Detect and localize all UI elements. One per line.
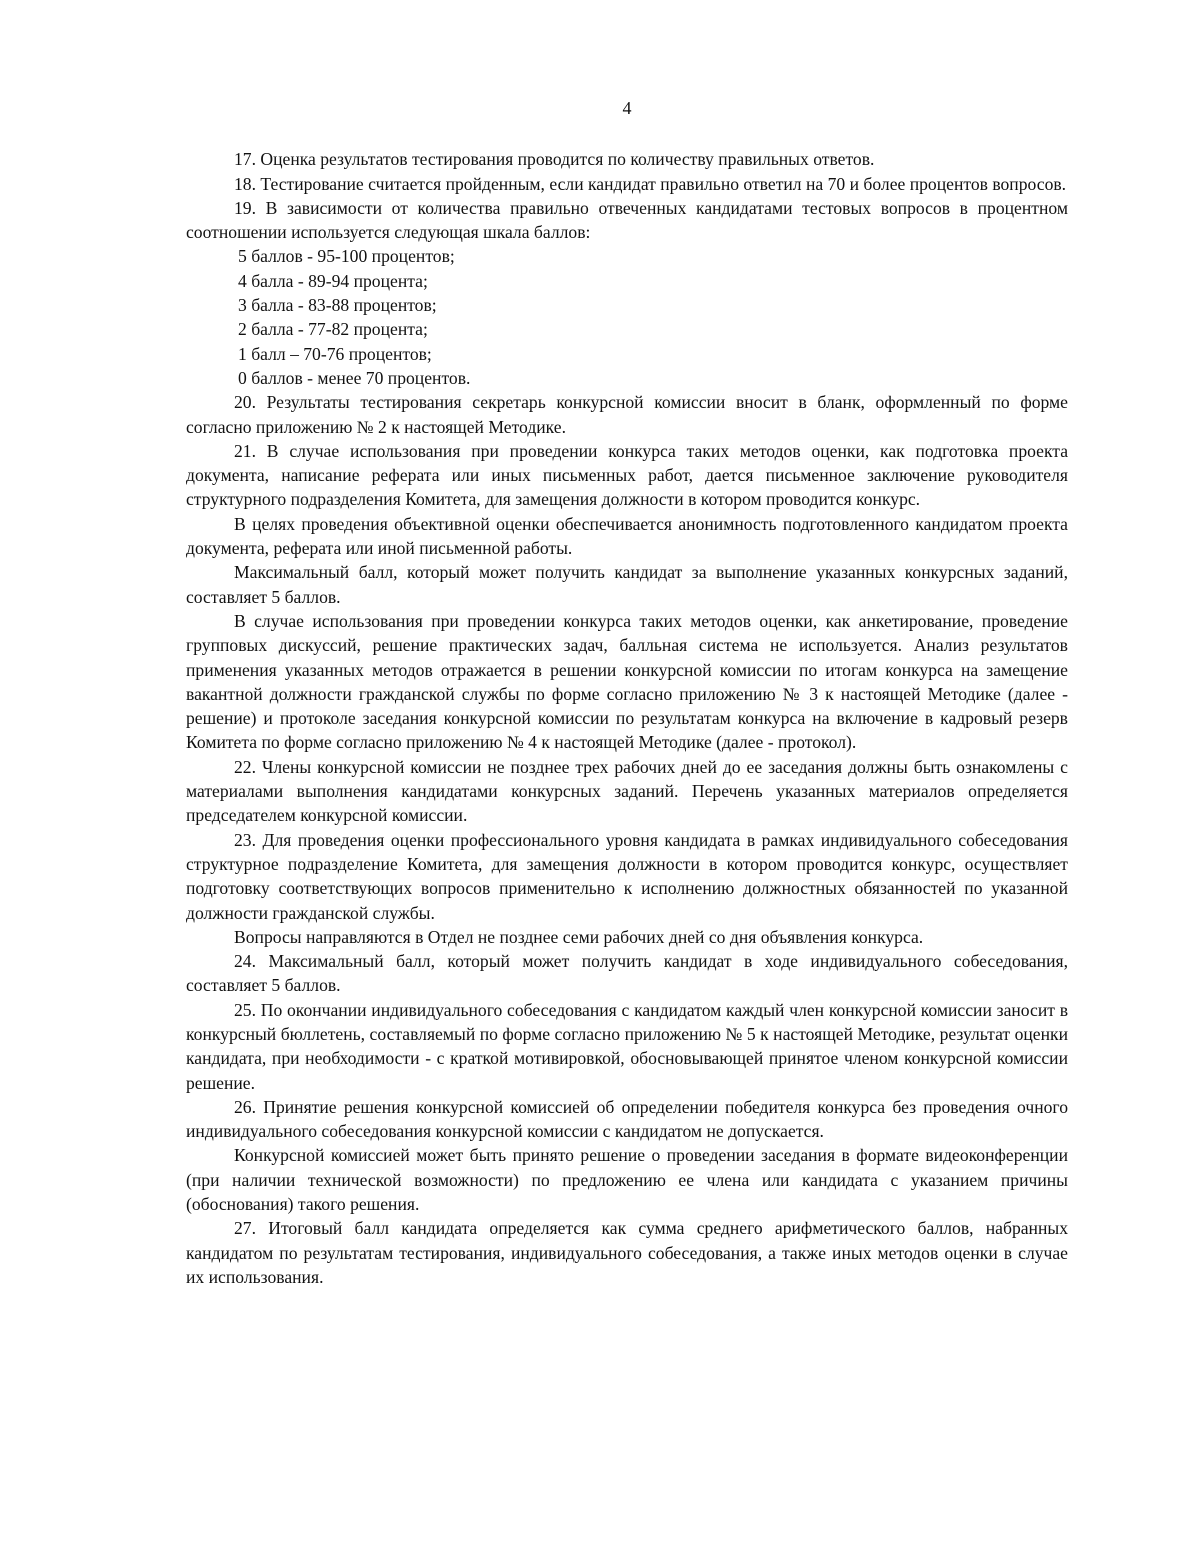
- scale-item-2: 2 балла - 77-82 процента;: [238, 319, 428, 340]
- paragraph-21-other-methods: В случае использования при проведении конкурса таких методов оценки, как анкетирование, проведение групповых дискуссий, решение практических задач, балльная система не используется. Анализ результатов применения указанных методов отражается в решении конкурсной комиссии по итогам конкурса на замещение вакантной должности гражданской службы по форме согласно приложению № 3 к настоящей Методике (далее - решение) и протоколе заседания конкурсной комиссии по результатам конкурса на включение в кадровый резерв Комитета по форме согласно приложению № 4 к настоящей Методике (далее - протокол).: [186, 610, 1068, 753]
- score-scale-list: [186, 244, 1068, 390]
- paragraph-24: 24. Максимальный балл, который может получить кандидат в ходе индивидуального собеседования, составляет 5 баллов.: [186, 951, 1068, 996]
- paragraph-26: 26. Принятие решения конкурсной комиссией об определении победителя конкурса без проведения очного индивидуального собеседования конкурсной комиссии с кандидатом не допускается.: [186, 1096, 1068, 1142]
- paragraph-17: 17. Оценка результатов тестирования проводится по количеству правильных ответов.: [234, 149, 875, 170]
- paragraph-23: 23. Для проведения оценки профессионального уровня кандидата в рамках индивидуального собеседования структурное подразделение Комитета, для замещения должности в котором проводится конкурс, осуществляет подготовку соответствующих вопросов применительно к исполнению должностных обязанностей по указанной должности гражданской службы.: [186, 829, 1068, 923]
- scale-item-1: 1 балл – 70-76 процентов;: [238, 343, 432, 364]
- paragraph-20: 20. Результаты тестирования секретарь конкурсной комиссии вносит в бланк, оформленный по форме согласно приложению № 2 к настоящей Методике.: [186, 392, 1068, 437]
- paragraph-19: 19. В зависимости от количества правильно отвеченных кандидатами тестовых вопросов в процентном соотношении используется следующая шкала баллов:: [186, 197, 1068, 243]
- paragraph-22: 22. Члены конкурсной комиссии не позднее трех рабочих дней до ее заседания должны быть ознакомлены с материалами выполнения кандидатами конкурсных заданий. Перечень указанных материалов определяется председателем конкурсной комиссии.: [186, 756, 1068, 826]
- scale-item-3: 3 балла - 83-88 процентов;: [238, 295, 437, 316]
- paragraph-26-videoconference: Конкурсной комиссией может быть принято решение о проведении заседания в формате видеоконференции (при наличии технической возможности) по предложению ее члена или кандидата с указанием причины (обоснования) такого решения.: [186, 1145, 1068, 1215]
- paragraph-25: 25. По окончании индивидуального собеседования с кандидатом каждый член конкурсной комиссии заносит в конкурсный бюллетень, составляемый по форме согласно приложению № 5 к настоящей Методике, результат оценки кандидата, при необходимости - с краткой мотивировкой, обосновывающей принятое членом конкурсной комиссии решение.: [186, 999, 1068, 1093]
- paragraph-23-questions: Вопросы направляются в Отдел не позднее семи рабочих дней со дня объявления конкурса.: [234, 926, 924, 947]
- paragraph-21-anonymity: В целях проведения объективной оценки обеспечивается анонимность подготовленного кандидатом проекта документа, реферата или иной письменной работы.: [186, 513, 1068, 559]
- paragraph-21: 21. В случае использования при проведении конкурса таких методов оценки, как подготовка проекта документа, написание реферата или иных письменных работ, дается письменное заключение руководителя структурного подразделения Комитета, для замещения должности в котором проводится конкурс.: [186, 440, 1068, 510]
- document-page: [186, 96, 1068, 1289]
- paragraph-18: 18. Тестирование считается пройденным, если кандидат правильно ответил на 70 и более процентов вопросов.: [234, 173, 1067, 194]
- scale-item-5: 5 баллов - 95-100 процентов;: [238, 246, 455, 267]
- paragraph-21-max-score: Максимальный балл, который может получить кандидат за выполнение указанных конкурсных заданий, составляет 5 баллов.: [186, 562, 1068, 607]
- scale-item-0: 0 баллов - менее 70 процентов.: [238, 367, 471, 388]
- scale-item-4: 4 балла - 89-94 процента;: [238, 270, 428, 291]
- page-number: 4: [622, 98, 632, 118]
- paragraph-27: 27. Итоговый балл кандидата определяется как сумма среднего арифметического баллов, набранных кандидатом по результатам тестирования, индивидуального собеседования, а также иных методов оценки в случае их использования.: [186, 1218, 1068, 1287]
